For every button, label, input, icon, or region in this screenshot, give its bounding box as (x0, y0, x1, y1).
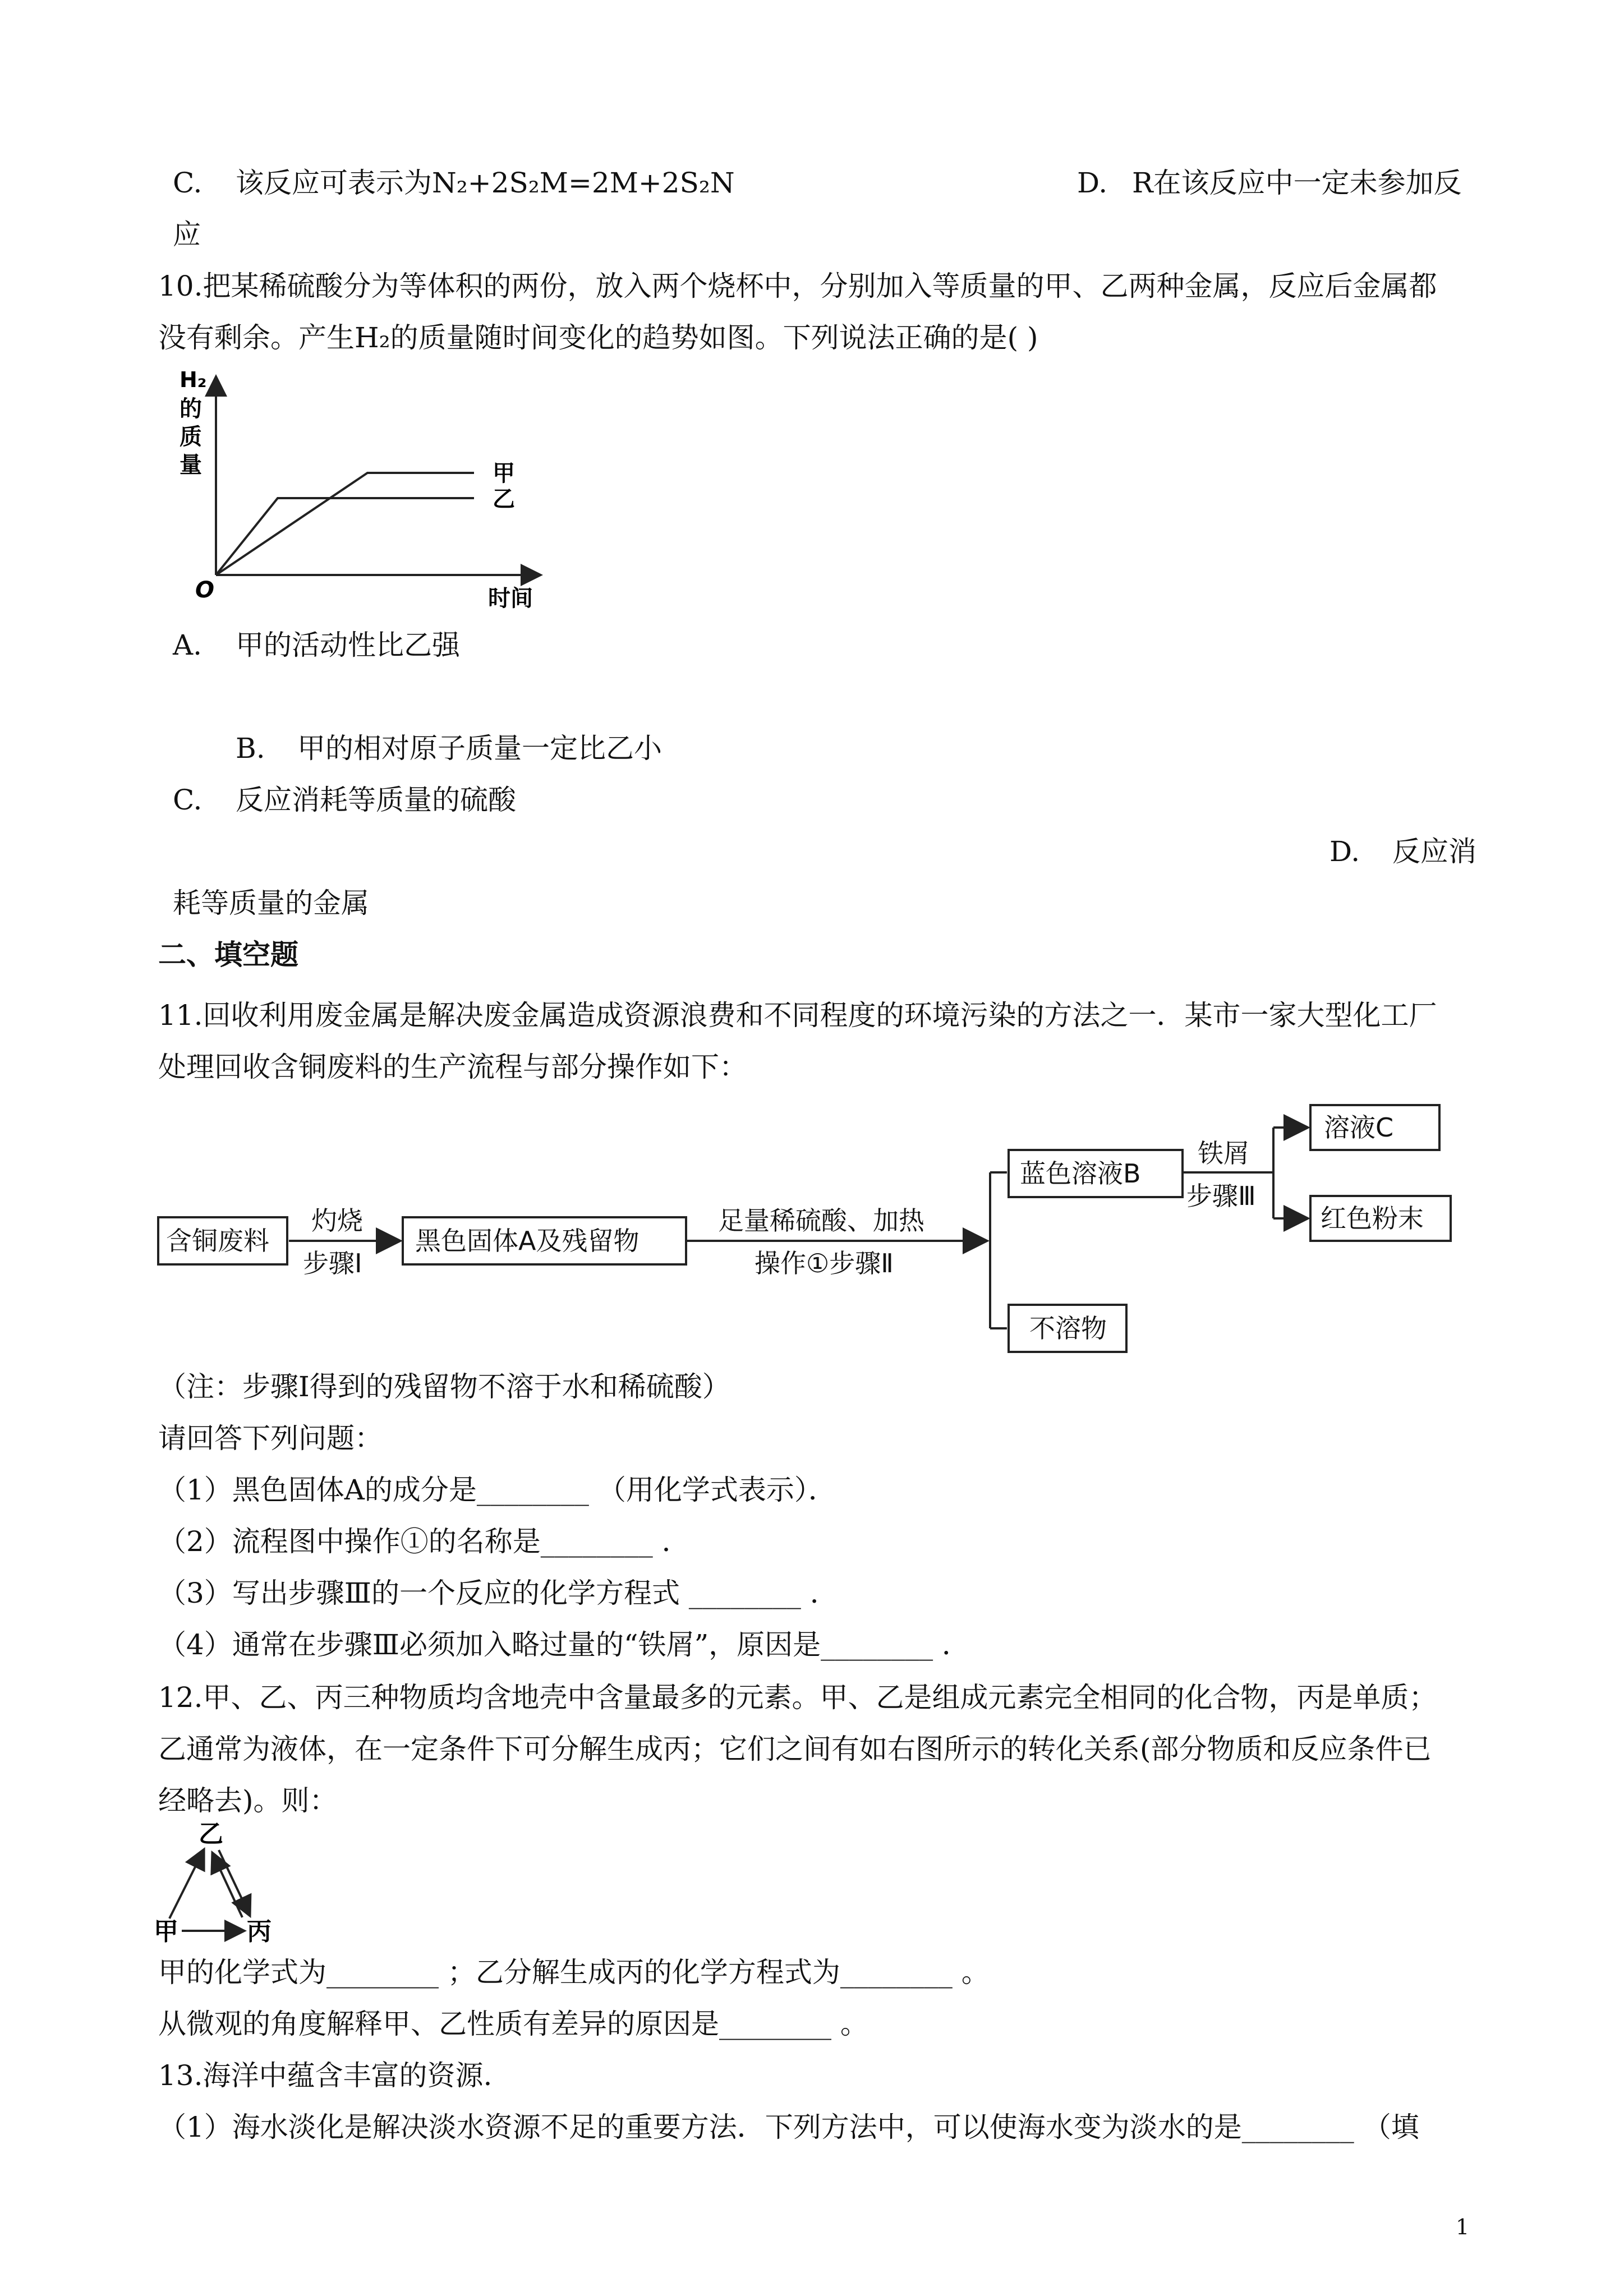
graph-y-label-4: 量 (180, 452, 202, 478)
q12-stem-line2: 乙通常为液体，在一定条件下可分解生成丙；它们之间有如右图所示的转化关系(部分物质和反应条件已 (158, 1733, 1432, 1765)
q10-option-d-text: 反应消 (1392, 835, 1476, 868)
diagram-arrow-jia-to-yi (169, 1851, 203, 1918)
q11-sub2: （2）流程图中操作①的名称是________ ． (158, 1525, 690, 1558)
flow-box-copper-waste-label: 含铜废料 (166, 1226, 269, 1256)
flow-arrow-step3-top: 铁屑 (1198, 1138, 1249, 1168)
q12-stem-line1: 12.甲、乙、丙三种物质均含地壳中含量最多的元素。甲、乙是组成元素完全相同的化合物，丙是单质； (158, 1681, 1437, 1714)
q9-option-d-label: D. (1077, 167, 1108, 199)
flow-box-insoluble-label: 不溶物 (1029, 1313, 1107, 1343)
q12-answer-line1: 甲的化学式为________ ；乙分解生成丙的化学方程式为________ 。 (158, 1956, 990, 1989)
diagram-node-bing: 丙 (247, 1917, 272, 1946)
q10-option-b-text: 甲的相对原子质量一定比乙小 (297, 732, 662, 765)
flow-arrow-step1-bottom: 步骤Ⅰ (303, 1248, 362, 1278)
flow-box-blue-solution-label: 蓝色溶液B (1020, 1158, 1141, 1189)
section-heading-fill-in: 二、填空题 (158, 938, 298, 971)
q11-stem-line1: 11.回收利用废金属是解决废金属造成资源浪费和不同程度的环境污染的方法之一．某市一家大型化工厂 (158, 999, 1437, 1032)
q11-note: （注：步骤Ⅰ得到的残留物不溶于水和稀硫酸） (158, 1370, 730, 1403)
q11-sub3: （3）写出步骤Ⅲ的一个反应的化学方程式 ________ ． (158, 1577, 838, 1609)
diagram-arrow-yi-to-bing (219, 1850, 249, 1914)
graph-y-label-3: 质 (180, 424, 202, 450)
diagram-node-jia: 甲 (154, 1917, 178, 1946)
graph-y-label-1: H₂ (180, 367, 207, 392)
q9-option-c-label: C. (173, 167, 203, 199)
flow-box-red-powder-label: 红色粉末 (1321, 1203, 1424, 1234)
q10-option-d-continuation: 耗等质量的金属 (173, 887, 369, 919)
q12-transformation-diagram (153, 1819, 287, 1953)
flow-arrow-step2-bottom: 操作①步骤Ⅱ (755, 1248, 894, 1278)
q13-sub1: （1）海水淡化是解决淡水资源不足的重要方法．下列方法中，可以使海水变为淡水的是________ （填 (158, 2111, 1419, 2143)
q13-stem: 13.海洋中蕴含丰富的资源. (158, 2059, 493, 2092)
q10-option-a-label: A. (173, 629, 203, 661)
q10-stem-line2: 没有剩余。产生H₂的质量随时间变化的趋势如图。下列说法正确的是( ) (158, 321, 1038, 354)
q10-option-c-label: C. (173, 784, 203, 816)
graph-line-jia (216, 473, 474, 575)
flow-arrow-step3-bottom: 步骤Ⅲ (1186, 1181, 1256, 1211)
q11-flow-chart (151, 1099, 1459, 1363)
q10-option-d-label: D. (1329, 835, 1360, 868)
flow-box-solution-c-label: 溶液C (1324, 1112, 1394, 1143)
flow-box-black-solid-label: 黑色固体A及残留物 (415, 1226, 640, 1256)
graph-series-jia-label: 甲 (493, 461, 515, 486)
diagram-node-yi: 乙 (199, 1820, 223, 1848)
graph-x-axis-label: 时间 (488, 586, 533, 611)
flow-arrow-step2-top: 足量稀硫酸、加热 (718, 1205, 924, 1236)
q11-sub1: （1）黑色固体A的成分是________ （用化学式表示）． (158, 1474, 836, 1506)
q10-option-a-text: 甲的活动性比乙强 (236, 629, 460, 661)
q11-prompt: 请回答下列问题： (158, 1422, 383, 1455)
flow-arrow-step1-top: 灼烧 (311, 1205, 363, 1236)
diagram-arrow-bing-to-yi (213, 1855, 242, 1917)
graph-line-yi (216, 498, 474, 575)
q10-option-c-text: 反应消耗等质量的硫酸 (236, 784, 516, 816)
graph-origin-label: O (195, 577, 215, 603)
q9-option-c-text: 该反应可表示为N₂+2S₂M=2M+2S₂N (236, 167, 735, 199)
q9-option-d-continuation: 应 (173, 218, 201, 251)
graph-series-yi-label: 乙 (493, 486, 515, 512)
q9-option-d-text: R在该反应中一定未参加反 (1132, 167, 1462, 199)
q10-h2-mass-graph (168, 367, 561, 617)
graph-y-label-2: 的 (180, 396, 202, 422)
q11-sub4: （4）通常在步骤Ⅲ必须加入略过量的“铁屑”，原因是________ ． (158, 1628, 970, 1661)
q12-answer-line2: 从微观的角度解释甲、乙性质有差异的原因是________ 。 (158, 2008, 868, 2040)
q10-option-b-label: B. (236, 732, 265, 765)
q11-stem-line2: 处理回收含铜废料的生产流程与部分操作如下： (158, 1051, 747, 1083)
page-number: 1 (1456, 2215, 1470, 2239)
q10-stem-line1: 10.把某稀硫酸分为等体积的两份，放入两个烧杯中，分别加入等质量的甲、乙两种金属，反应后金属都 (158, 270, 1437, 302)
q12-stem-line3: 经略去)。则： (158, 1784, 338, 1817)
